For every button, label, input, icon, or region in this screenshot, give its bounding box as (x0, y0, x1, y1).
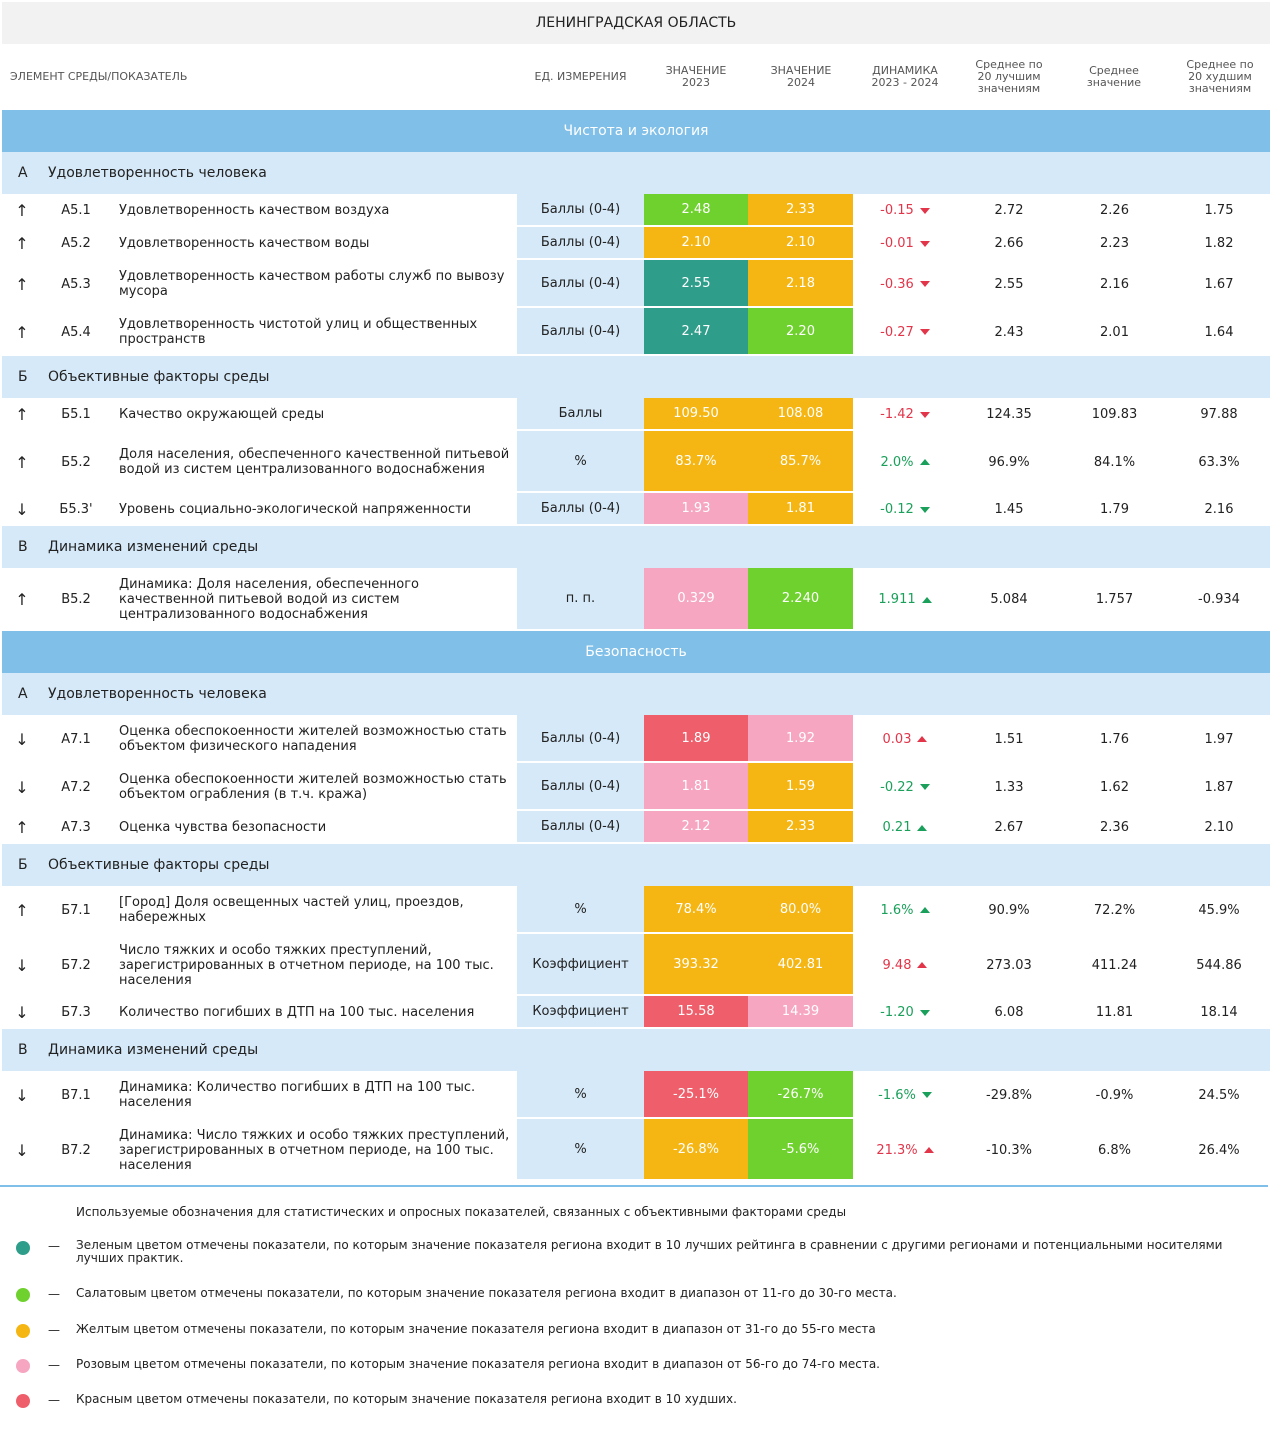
value-2024-cell: 1.59 (748, 763, 853, 811)
indicator-name: Динамика: Число тяжких и особо тяжких преступлений, зарегистрированных в отчетном периоде, на 100 тыс. населения (119, 1127, 510, 1173)
avg-cell: 411.24 (1091, 957, 1138, 973)
dynamics-value: -0.27 (880, 324, 914, 340)
unit-cell: Баллы (517, 398, 644, 431)
dynamics-cell (853, 1119, 957, 1181)
best-avg-cell: 2.67 (994, 820, 1024, 835)
legend-text: Розовым цветом отмечены показатели, по которым значение показателя региона входит в диапазон от 56-го до 74-го места. (76, 1357, 880, 1371)
table-row (2, 260, 1270, 308)
dynamics-cell (853, 1071, 957, 1119)
avg-cell: 1.76 (1100, 731, 1129, 747)
legend-title: Используемые обозначения для статистических и опросных показателей, связанных с объективными факторами среды (76, 1205, 847, 1219)
group-header (2, 673, 1270, 715)
col-unit: ЕД. ИЗМЕРЕНИЯ (534, 70, 627, 83)
direction-arrow-icon: ↓ (15, 777, 29, 797)
dynamics-value: 1.6% (880, 902, 914, 918)
best-avg-cell: -29.8% (986, 1087, 1032, 1103)
unit-cell: Баллы (0-4) (517, 763, 644, 811)
direction-arrow-icon: ↑ (15, 405, 29, 424)
dynamics-cell (853, 811, 957, 844)
best-avg-cell: 2.55 (994, 276, 1024, 292)
legend-dot-icon (16, 1241, 30, 1255)
best-avg-cell: 124.35 (986, 407, 1032, 422)
indicator-code: Б7.3 (61, 1005, 91, 1020)
col-element: ЭЛЕМЕНТ СРЕДЫ/ПОКАЗАТЕЛЬ (10, 70, 188, 83)
group-header (2, 844, 1270, 886)
worst-avg-cell: 18.14 (1200, 1005, 1238, 1020)
dynamics-cell (853, 308, 957, 356)
worst-avg-cell: 24.5% (1198, 1087, 1240, 1103)
unit-cell: Баллы (0-4) (517, 715, 644, 763)
value-2024-cell: 80.0% (748, 886, 853, 934)
direction-arrow-icon: ↓ (15, 955, 29, 975)
indicator-code: А5.4 (61, 324, 91, 340)
indicator-name: Качество окружающей среды (119, 407, 325, 422)
worst-avg-cell: 45.9% (1198, 902, 1240, 918)
dynamics-value: -1.20 (880, 1005, 914, 1020)
group-header (2, 152, 1270, 194)
best-avg-cell: 2.66 (994, 236, 1024, 251)
legend (0, 1185, 1268, 1407)
value-2023-cell: 1.93 (644, 493, 748, 526)
triangle-up-icon (920, 459, 930, 465)
best-avg-cell: 1.45 (994, 502, 1024, 517)
dynamics-cell (853, 715, 957, 763)
indicator-name: [Город] Доля освещенных частей улиц, проездов, набережных (119, 895, 464, 925)
triangle-down-icon (920, 208, 930, 214)
value-2024-cell: 14.39 (748, 996, 853, 1029)
avg-cell: 6.8% (1097, 1142, 1132, 1158)
table-row (2, 194, 1270, 227)
indicator-code: Б7.1 (61, 902, 91, 918)
triangle-down-icon (920, 784, 930, 790)
dynamics-value: -0.12 (880, 502, 914, 517)
dynamics-cell (853, 934, 957, 996)
unit-cell: Баллы (0-4) (517, 811, 644, 844)
dynamics-cell (853, 886, 957, 934)
triangle-down-icon (922, 1092, 932, 1098)
value-2023-cell: 0.329 (644, 568, 748, 631)
table-body (2, 110, 1270, 1181)
worst-avg-cell: 97.88 (1200, 407, 1238, 422)
group-name: Динамика изменений среды (48, 539, 259, 555)
direction-arrow-icon: ↑ (15, 201, 29, 220)
direction-arrow-icon: ↑ (15, 900, 29, 920)
best-avg-cell: 6.08 (994, 1005, 1024, 1020)
dynamics-value: 9.48 (882, 957, 912, 973)
worst-avg-cell: 1.64 (1204, 324, 1234, 340)
worst-avg-cell: 1.67 (1204, 276, 1234, 292)
table-row (2, 934, 1270, 996)
dynamics-cell (853, 227, 957, 260)
worst-avg-cell: -0.934 (1198, 592, 1240, 607)
value-2024-cell: 2.20 (748, 308, 853, 356)
legend-dot-icon (16, 1288, 30, 1302)
col-value-2024: ЗНАЧЕНИЕ 2024 (770, 64, 832, 89)
group-letter: Б (18, 857, 28, 873)
group-name: Объективные факторы среды (48, 369, 270, 385)
table-row (2, 398, 1270, 431)
indicator-code: А7.1 (61, 731, 91, 747)
triangle-down-icon (920, 281, 930, 287)
dynamics-cell (853, 431, 957, 493)
indicator-name: Число тяжких и особо тяжких преступлений, зарегистрированных в отчетном периоде, на 100 тыс. населения (119, 942, 494, 988)
dynamics-value: 1.911 (878, 592, 916, 607)
direction-arrow-icon: ↑ (15, 818, 29, 837)
unit-cell: % (517, 886, 644, 934)
direction-arrow-icon: ↑ (15, 322, 29, 342)
indicator-code: В5.2 (61, 592, 91, 607)
unit-cell: Коэффициент (517, 996, 644, 1029)
value-2023-cell: 393.32 (644, 934, 748, 996)
value-2024-cell: 85.7% (748, 431, 853, 493)
dynamics-value: 0.21 (882, 820, 912, 835)
value-2023-cell: -25.1% (644, 1071, 748, 1119)
worst-avg-cell: 63.3% (1198, 454, 1240, 470)
dynamics-value: 2.0% (880, 454, 914, 470)
dynamics-value: -0.01 (880, 236, 914, 251)
col-dynamics: ДИНАМИКА 2023 - 2024 (871, 64, 939, 89)
group-letter: В (18, 539, 28, 555)
triangle-up-icon (917, 962, 927, 968)
indicator-code: Б5.3' (59, 502, 93, 517)
avg-cell: 2.16 (1100, 276, 1129, 292)
best-avg-cell: 1.51 (994, 731, 1024, 747)
worst-avg-cell: 1.87 (1204, 779, 1234, 795)
dynamics-cell (853, 398, 957, 431)
unit-cell: % (517, 1071, 644, 1119)
direction-arrow-icon: ↑ (15, 452, 29, 472)
group-letter: В (18, 1042, 28, 1058)
direction-arrow-icon: ↓ (15, 1085, 29, 1105)
triangle-up-icon (922, 597, 932, 603)
triangle-down-icon (920, 329, 930, 335)
unit-cell: Баллы (0-4) (517, 493, 644, 526)
table-row (2, 1119, 1270, 1181)
value-2023-cell: 2.48 (644, 194, 748, 227)
col-best-avg: Среднее по 20 лучшим значениям (975, 58, 1043, 95)
col-value-2023: ЗНАЧЕНИЕ 2023 (665, 64, 727, 89)
indicator-name: Динамика: Доля населения, обеспеченного качественной питьевой водой из систем централизованного водоснабжения (119, 577, 420, 622)
legend-dash: — (48, 1358, 60, 1372)
value-2023-cell: 15.58 (644, 996, 748, 1029)
table-row (2, 715, 1270, 763)
best-avg-cell: -10.3% (986, 1142, 1032, 1158)
group-name: Удовлетворенность человека (48, 686, 267, 702)
table-row (2, 886, 1270, 934)
dynamics-value: -1.6% (878, 1087, 916, 1103)
worst-avg-cell: 2.10 (1204, 820, 1234, 835)
avg-cell: 11.81 (1095, 1005, 1134, 1020)
unit-cell: Коэффициент (517, 934, 644, 996)
group-header (2, 356, 1270, 398)
value-2024-cell: 2.33 (748, 811, 853, 844)
triangle-up-icon (917, 825, 927, 831)
indicator-code: А7.2 (61, 779, 91, 795)
dynamics-cell (853, 763, 957, 811)
group-letter: А (18, 686, 28, 702)
avg-cell: 2.26 (1100, 203, 1129, 218)
triangle-up-icon (920, 907, 930, 913)
dynamics-value: 21.3% (876, 1142, 918, 1158)
value-2023-cell: 1.81 (644, 763, 748, 811)
table-row (2, 811, 1270, 844)
avg-cell: 2.36 (1100, 820, 1129, 835)
table-row (2, 1071, 1270, 1119)
group-letter: Б (18, 369, 28, 385)
dynamics-cell (853, 568, 957, 631)
triangle-down-icon (920, 412, 930, 418)
report-table (2, 2, 1270, 1181)
group-header (2, 1029, 1270, 1071)
indicator-name: Оценка обеспокоенности жителей возможностью стать объектом ограбления (в т.ч. кража) (119, 772, 507, 802)
direction-arrow-icon: ↓ (15, 1003, 29, 1022)
best-avg-cell: 5.084 (990, 592, 1028, 607)
value-2024-cell: 2.10 (748, 227, 853, 260)
unit-cell: % (517, 431, 644, 493)
avg-cell: 84.1% (1093, 454, 1136, 470)
best-avg-cell: 2.43 (994, 324, 1024, 340)
legend-dash: — (48, 1239, 60, 1253)
value-2023-cell: 2.12 (644, 811, 748, 844)
group-name: Удовлетворенность человека (48, 165, 267, 181)
best-avg-cell: 2.72 (994, 203, 1024, 218)
indicator-name: Количество погибших в ДТП на 100 тыс. населения (119, 1005, 475, 1020)
legend-dash: — (48, 1323, 60, 1337)
indicator-code: А5.2 (61, 236, 91, 251)
indicator-name: Динамика: Количество погибших в ДТП на 100 тыс. населения (119, 1080, 476, 1110)
direction-arrow-icon: ↑ (15, 590, 29, 609)
legend-text: Красным цветом отмечены показатели, по которым значение показателя региона входит в 10 худших. (76, 1392, 737, 1406)
worst-avg-cell: 544.86 (1196, 957, 1242, 973)
value-2024-cell: 1.81 (748, 493, 853, 526)
indicator-code: Б5.1 (61, 407, 91, 422)
best-avg-cell: 273.03 (986, 957, 1032, 973)
value-2024-cell: -5.6% (748, 1119, 853, 1181)
unit-cell: Баллы (0-4) (517, 194, 644, 227)
avg-cell: 109.83 (1091, 407, 1138, 422)
avg-cell: 2.01 (1100, 324, 1129, 340)
avg-cell: 2.23 (1100, 236, 1129, 251)
indicator-code: А5.3 (61, 276, 91, 292)
dynamics-value: -0.22 (880, 779, 914, 795)
avg-cell: 1.62 (1100, 779, 1129, 795)
dynamics-value: -0.36 (880, 276, 914, 292)
value-2023-cell: 1.89 (644, 715, 748, 763)
best-avg-cell: 90.9% (988, 902, 1030, 918)
value-2023-cell: 2.47 (644, 308, 748, 356)
page-title: ЛЕНИНГРАДСКАЯ ОБЛАСТЬ (2, 2, 1270, 44)
indicator-name: Доля населения, обеспеченного качественной питьевой водой из систем централизованного водоснабжения (119, 447, 510, 477)
unit-cell: Баллы (0-4) (517, 227, 644, 260)
dynamics-value: -1.42 (880, 407, 914, 422)
col-avg: Среднее значение (1086, 64, 1142, 89)
indicator-name: Удовлетворенность чистотой улиц и общественных пространств (119, 317, 478, 347)
legend-text: Желтым цветом отмечены показатели, по которым значение показателя региона входит в диапазон от 31-го до 55-го места (76, 1322, 876, 1336)
triangle-down-icon (920, 507, 930, 513)
direction-arrow-icon: ↑ (15, 274, 29, 294)
triangle-down-icon (920, 1010, 930, 1016)
group-name: Объективные факторы среды (48, 857, 270, 873)
best-avg-cell: 1.33 (994, 779, 1024, 795)
legend-dot-icon (16, 1394, 30, 1408)
dynamics-cell (853, 260, 957, 308)
table-row (2, 763, 1270, 811)
legend-dot-icon (16, 1324, 30, 1338)
group-header (2, 526, 1270, 568)
worst-avg-cell: 2.16 (1204, 502, 1234, 517)
indicator-name: Уровень социально-экологической напряженности (119, 502, 472, 517)
value-2023-cell: -26.8% (644, 1119, 748, 1181)
col-worst-avg: Среднее по 20 худшим значениям (1186, 58, 1254, 95)
value-2023-cell: 78.4% (644, 886, 748, 934)
indicator-name: Удовлетворенность качеством работы служб по вывозу мусора (119, 269, 505, 299)
best-avg-cell: 96.9% (988, 454, 1030, 470)
table-row (2, 308, 1270, 356)
indicator-code: А7.3 (61, 820, 91, 835)
worst-avg-cell: 26.4% (1198, 1142, 1240, 1158)
dynamics-cell (853, 493, 957, 526)
indicator-code: В7.1 (61, 1087, 91, 1103)
dynamics-cell (853, 194, 957, 227)
section-header: Чистота и экология (2, 110, 1270, 152)
group-letter: А (18, 165, 28, 181)
value-2024-cell: 1.92 (748, 715, 853, 763)
legend-dot-icon (16, 1359, 30, 1373)
worst-avg-cell: 1.82 (1204, 236, 1234, 251)
avg-cell: 72.2% (1093, 902, 1136, 918)
unit-cell: Баллы (0-4) (517, 260, 644, 308)
direction-arrow-icon: ↓ (15, 1140, 29, 1160)
table-row (2, 996, 1270, 1029)
worst-avg-cell: 1.97 (1204, 731, 1234, 747)
indicator-name: Удовлетворенность качеством воды (119, 236, 370, 251)
worst-avg-cell: 1.75 (1204, 203, 1234, 218)
indicator-code: А5.1 (61, 203, 91, 218)
value-2023-cell: 2.55 (644, 260, 748, 308)
direction-arrow-icon: ↓ (15, 729, 29, 749)
table-row (2, 493, 1270, 526)
indicator-name: Оценка обеспокоенности жителей возможностью стать объектом физического нападения (119, 724, 507, 754)
indicator-name: Удовлетворенность качеством воздуха (119, 203, 390, 218)
table-row (2, 431, 1270, 493)
value-2024-cell: 108.08 (748, 398, 853, 431)
legend-text: Салатовым цветом отмечены показатели, по которым значение показателя региона входит в диапазон от 11-го до 30-го места. (76, 1286, 897, 1300)
avg-cell: -0.9% (1095, 1087, 1134, 1103)
indicator-code: Б5.2 (61, 454, 91, 470)
unit-cell: п. п. (517, 568, 644, 631)
value-2024-cell: 2.18 (748, 260, 853, 308)
indicator-name: Оценка чувства безопасности (119, 820, 327, 835)
section-header: Безопасность (2, 631, 1270, 673)
table-row (2, 227, 1270, 260)
value-2024-cell: -26.7% (748, 1071, 853, 1119)
dynamics-cell (853, 996, 957, 1029)
value-2024-cell: 2.240 (748, 568, 853, 631)
triangle-down-icon (920, 241, 930, 247)
unit-cell: % (517, 1119, 644, 1181)
value-2024-cell: 402.81 (748, 934, 853, 996)
triangle-up-icon (917, 736, 927, 742)
legend-dash: — (48, 1287, 60, 1301)
dynamics-value: 0.03 (882, 731, 912, 747)
value-2024-cell: 2.33 (748, 194, 853, 227)
value-2023-cell: 83.7% (644, 431, 748, 493)
indicator-code: Б7.2 (61, 957, 91, 973)
group-name: Динамика изменений среды (48, 1042, 259, 1058)
value-2023-cell: 109.50 (644, 398, 748, 431)
legend-dash: — (48, 1393, 60, 1407)
indicator-code: В7.2 (61, 1142, 91, 1158)
dynamics-value: -0.15 (880, 203, 914, 218)
direction-arrow-icon: ↑ (15, 234, 29, 253)
triangle-up-icon (924, 1147, 934, 1153)
avg-cell: 1.79 (1100, 502, 1129, 517)
value-2023-cell: 2.10 (644, 227, 748, 260)
column-header (2, 44, 1270, 110)
unit-cell: Баллы (0-4) (517, 308, 644, 356)
avg-cell: 1.757 (1095, 592, 1134, 607)
table-row (2, 568, 1270, 631)
legend-text: Зеленым цветом отмечены показатели, по которым значение показателя региона входит в 10 лучших рейтинга в сравнении с другими регионами и потенциальными носителями лучших практик. (76, 1238, 1223, 1265)
direction-arrow-icon: ↓ (15, 500, 29, 519)
